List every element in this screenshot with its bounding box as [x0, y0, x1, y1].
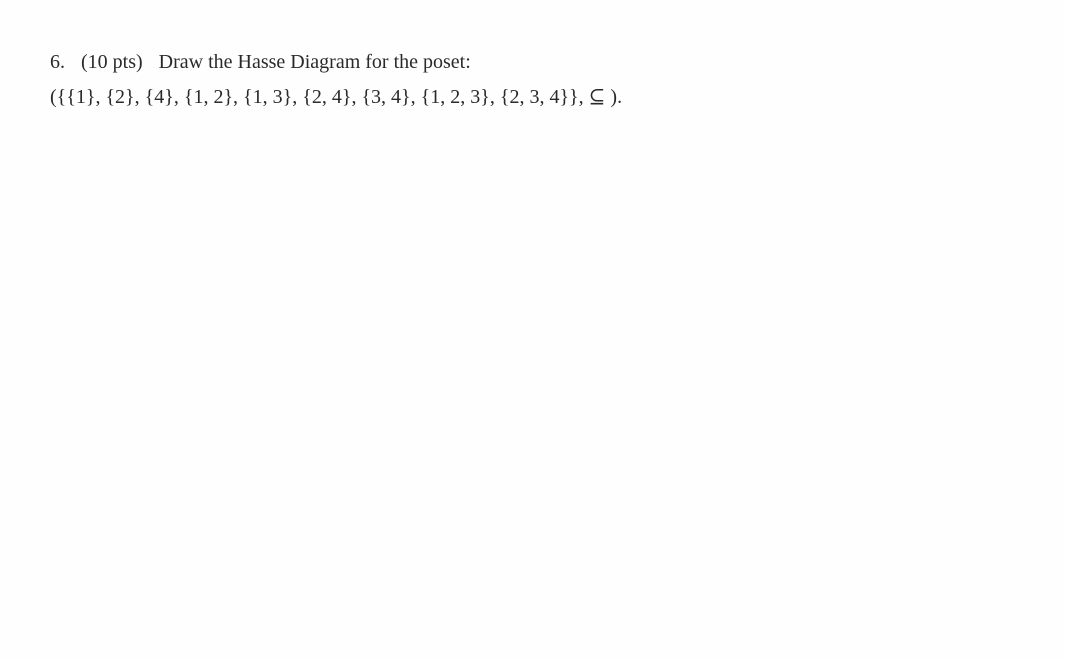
question-header-line	[50, 45, 1030, 80]
question-points: (10 pts)	[81, 51, 143, 73]
question-number: 6.	[50, 51, 65, 73]
question-prompt: Draw the Hasse Diagram for the poset:	[158, 51, 471, 73]
question-6	[50, 45, 1030, 115]
poset-definition: ({{1}, {2}, {4}, {1, 2}, {1, 3}, {2, 4}, {3, 4}, {1, 2, 3}, {2, 3, 4}}, ⊆ ).	[50, 86, 623, 108]
